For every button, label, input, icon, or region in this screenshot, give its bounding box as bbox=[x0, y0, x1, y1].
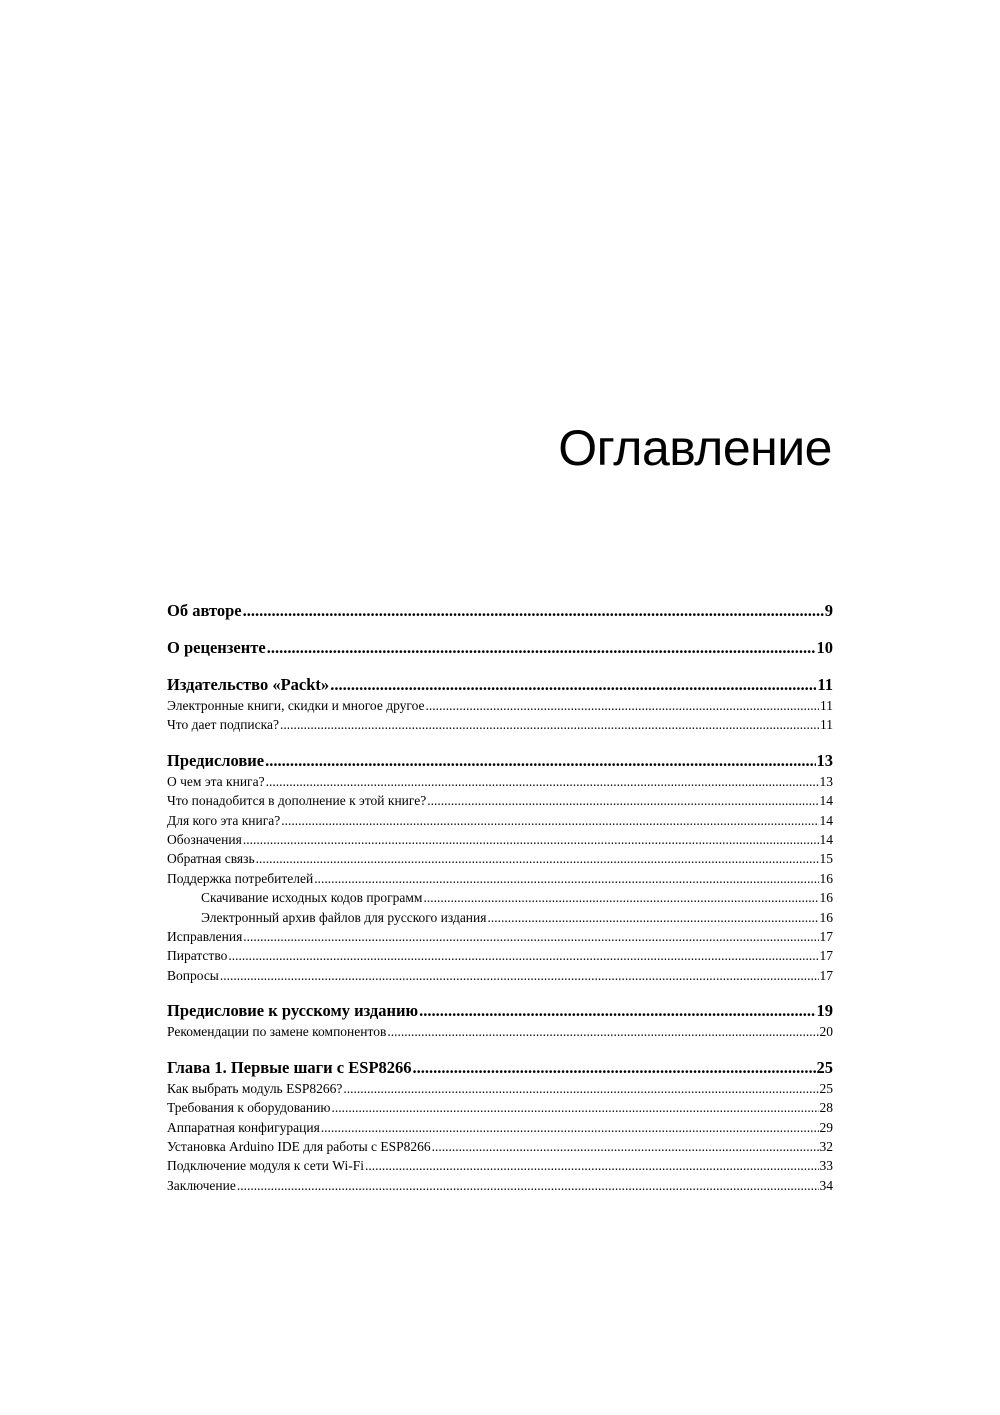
toc-chapter-page: 13 bbox=[816, 750, 833, 770]
toc-entry-page: 16 bbox=[819, 870, 833, 886]
toc-entry-page: 11 bbox=[820, 717, 833, 733]
toc-entry-row[interactable] bbox=[167, 946, 833, 965]
toc-entry-row[interactable] bbox=[167, 1156, 833, 1175]
toc-entry-row[interactable] bbox=[167, 696, 833, 715]
toc-chapter-row[interactable] bbox=[167, 673, 833, 696]
toc-entry-title: Что дает подписка? bbox=[167, 717, 279, 733]
toc-chapter-row[interactable] bbox=[167, 599, 833, 622]
toc-entry-page: 25 bbox=[819, 1080, 833, 1096]
toc-entry-page: 17 bbox=[819, 929, 833, 945]
toc-dot-leader bbox=[280, 715, 819, 734]
toc-dot-leader bbox=[426, 696, 819, 715]
toc-entry-page: 13 bbox=[819, 773, 833, 789]
toc-chapter-title: Глава 1. Первые шаги с ESP8266 bbox=[167, 1057, 412, 1077]
toc-section bbox=[167, 599, 833, 622]
toc-dot-leader bbox=[243, 830, 819, 849]
toc-entry-title: Вопросы bbox=[167, 967, 219, 983]
toc-entry-title: Обозначения bbox=[167, 832, 242, 848]
toc-chapter-title: Об авторе bbox=[167, 601, 242, 620]
toc-entry-title: Аппаратная конфигурация bbox=[167, 1119, 320, 1135]
toc-entry-page: 32 bbox=[819, 1138, 833, 1154]
toc-dot-leader bbox=[266, 772, 819, 791]
toc-entry-page: 20 bbox=[819, 1024, 833, 1040]
toc-dot-leader bbox=[413, 1056, 816, 1079]
toc-entry-row[interactable] bbox=[167, 772, 833, 791]
toc-entry-page: 14 bbox=[819, 832, 833, 848]
toc-dot-leader bbox=[228, 946, 818, 965]
toc-entry-page: 17 bbox=[819, 967, 833, 983]
toc-entry-title: Рекомендации по замене компонентов bbox=[167, 1024, 387, 1040]
toc-chapter-page: 9 bbox=[824, 601, 833, 620]
toc-entry-title: Скачивание исходных кодов программ bbox=[201, 890, 423, 906]
toc-entry-page: 17 bbox=[819, 948, 833, 964]
toc-entry-row[interactable] bbox=[167, 811, 833, 830]
toc-chapter-row[interactable] bbox=[167, 999, 833, 1022]
toc-chapter-title: Издательство «Packt» bbox=[167, 675, 330, 694]
toc-dot-leader bbox=[267, 636, 816, 659]
toc-chapter-page: 11 bbox=[817, 675, 833, 694]
toc-dot-leader bbox=[423, 888, 818, 907]
toc-entry-page: 16 bbox=[819, 890, 833, 906]
toc-entry-title: Как выбрать модуль ESP8266? bbox=[167, 1080, 343, 1096]
toc-entry-title: Подключение модуля к сети Wi-Fi bbox=[167, 1158, 364, 1174]
toc-entry-row[interactable] bbox=[167, 927, 833, 946]
toc-entry-page: 14 bbox=[819, 793, 833, 809]
toc-entry-title: Пиратство bbox=[167, 948, 228, 964]
toc-section bbox=[167, 1056, 833, 1195]
toc-chapter-row[interactable] bbox=[167, 1056, 833, 1079]
toc-subentry-row[interactable] bbox=[167, 908, 833, 927]
toc-entry-row[interactable] bbox=[167, 1098, 833, 1117]
toc-entry-title: Электронные книги, скидки и многое другое bbox=[167, 698, 425, 713]
toc-section bbox=[167, 673, 833, 735]
toc-dot-leader bbox=[432, 1137, 819, 1156]
toc-entry-title: Требования к оборудованию bbox=[167, 1100, 331, 1116]
toc-entry-row[interactable] bbox=[167, 1137, 833, 1156]
toc-dot-leader bbox=[419, 999, 815, 1022]
toc-entry-row[interactable] bbox=[167, 1022, 833, 1041]
toc-entry-page: 33 bbox=[819, 1158, 833, 1174]
toc-entry-page: 16 bbox=[819, 909, 833, 925]
toc-entry-title: О чем эта книга? bbox=[167, 773, 265, 789]
toc-entry-row[interactable] bbox=[167, 1176, 833, 1195]
toc-entry-title: Исправления bbox=[167, 929, 243, 945]
toc-dot-leader bbox=[237, 1176, 819, 1195]
toc-entry-page: 11 bbox=[820, 698, 833, 713]
toc-section bbox=[167, 999, 833, 1041]
toc-entry-title: Что понадобится в дополнение к этой книге? bbox=[167, 793, 427, 809]
toc-entry-page: 29 bbox=[819, 1119, 833, 1135]
toc-entry-row[interactable] bbox=[167, 966, 833, 985]
toc-dot-leader bbox=[281, 811, 818, 830]
table-of-contents bbox=[167, 599, 833, 1209]
page-title: Оглавление bbox=[558, 420, 832, 476]
toc-entry-title: Для кого эта книга? bbox=[167, 812, 281, 828]
toc-dot-leader bbox=[321, 1118, 819, 1137]
toc-entry-page: 14 bbox=[819, 812, 833, 828]
toc-entry-title: Поддержка потребителей bbox=[167, 870, 314, 886]
toc-chapter-title: О рецензенте bbox=[167, 638, 266, 657]
toc-chapter-title: Предисловие к русскому изданию bbox=[167, 1001, 419, 1021]
toc-dot-leader bbox=[243, 927, 818, 946]
toc-entry-title: Электронный архив файлов для русского издания bbox=[201, 909, 487, 925]
toc-dot-leader bbox=[343, 1079, 818, 1098]
toc-dot-leader bbox=[331, 1098, 818, 1117]
toc-chapter-page: 25 bbox=[816, 1057, 833, 1077]
toc-dot-leader bbox=[220, 966, 819, 985]
toc-dot-leader bbox=[365, 1156, 819, 1175]
toc-chapter-row[interactable] bbox=[167, 636, 833, 659]
toc-dot-leader bbox=[243, 599, 824, 622]
toc-section bbox=[167, 749, 833, 985]
toc-entry-title: Установка Arduino IDE для работы с ESP8266 bbox=[167, 1138, 431, 1154]
toc-subentry-row[interactable] bbox=[167, 888, 833, 907]
toc-entry-row[interactable] bbox=[167, 849, 833, 868]
toc-dot-leader bbox=[487, 908, 818, 927]
toc-entry-page: 34 bbox=[819, 1177, 833, 1193]
toc-entry-title: Заключение bbox=[167, 1177, 236, 1193]
toc-entry-page: 15 bbox=[819, 851, 833, 867]
toc-entry-row[interactable] bbox=[167, 791, 833, 810]
toc-dot-leader bbox=[330, 673, 816, 696]
toc-dot-leader bbox=[256, 849, 819, 868]
toc-entry-row[interactable] bbox=[167, 715, 833, 734]
toc-entry-title: Обратная связь bbox=[167, 851, 255, 867]
toc-entry-row[interactable] bbox=[167, 830, 833, 849]
toc-entry-row[interactable] bbox=[167, 869, 833, 888]
toc-chapter-row[interactable] bbox=[167, 749, 833, 772]
toc-section bbox=[167, 636, 833, 659]
toc-chapter-page: 19 bbox=[816, 1001, 833, 1021]
toc-entry-row[interactable] bbox=[167, 1118, 833, 1137]
toc-chapter-title: Предисловие bbox=[167, 750, 265, 770]
toc-dot-leader bbox=[387, 1022, 818, 1041]
toc-dot-leader bbox=[427, 791, 818, 810]
toc-dot-leader bbox=[314, 869, 818, 888]
toc-dot-leader bbox=[265, 749, 815, 772]
toc-entry-row[interactable] bbox=[167, 1079, 833, 1098]
toc-chapter-page: 10 bbox=[816, 638, 833, 657]
toc-entry-page: 28 bbox=[819, 1100, 833, 1116]
